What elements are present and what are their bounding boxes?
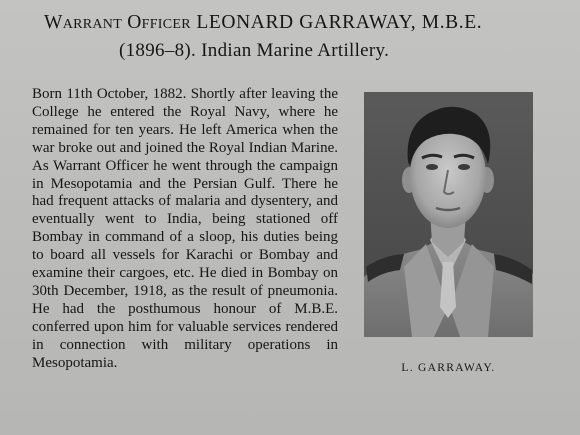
biography-text: Born 11th October, 1882. Shortly after leaving the College he entered the Royal Navy, where he remained for ten years. He left America when the war broke out and joined the Royal Indian Marine. As Warrant Officer he went through the campaign in Mesopotamia and the Persian Gulf. There he had frequent attacks of malaria and dysentery, and eventually went to India, being stationed off Bombay in command of a sloop, his duties being to board all vessels for Karachi or Bombay and examine their cargoes, etc. He died in Bombay on 30th December, 1918, as the result of pneumonia. He had the posthumous honour of M.B.E. conferred upon him for valuable services rendered in connection with military operations in Mesopotamia. [32, 86, 338, 371]
portrait-image [364, 92, 533, 337]
person-name: LEONARD GARRAWAY, M.B.E. [196, 12, 483, 33]
portrait-photo [364, 92, 533, 337]
heading-name-line [44, 12, 482, 34]
heading-years-unit: (1896–8). Indian Marine Artillery. [119, 40, 390, 61]
portrait-caption: L. GARRAWAY. [401, 362, 496, 374]
rank-title: Warrant Officer [44, 12, 191, 33]
